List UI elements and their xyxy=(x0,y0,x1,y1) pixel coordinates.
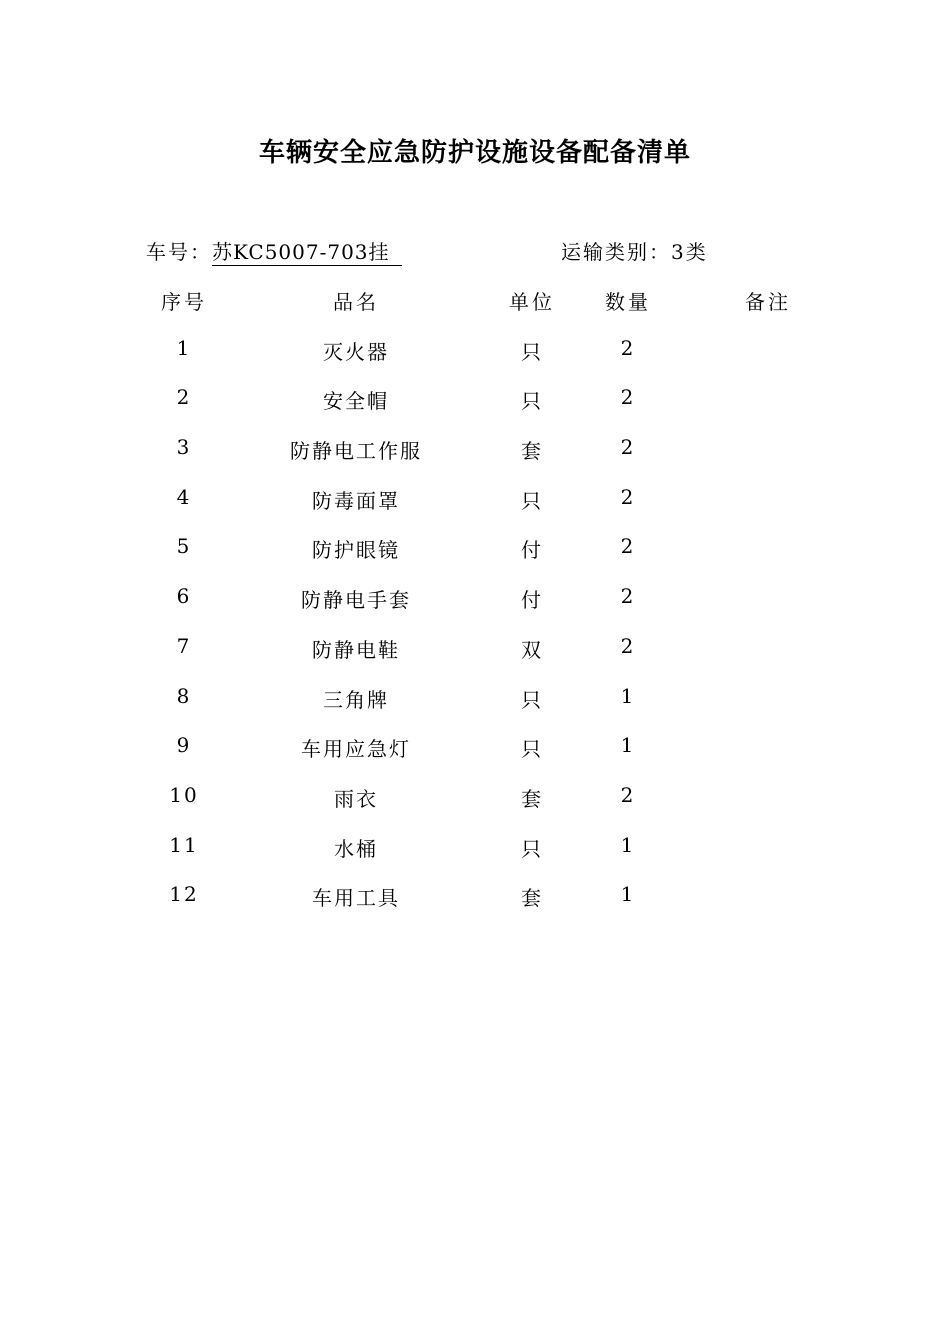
cell-name: 雨衣 xyxy=(334,786,378,811)
cell-qty: 1 xyxy=(620,882,636,907)
table-row xyxy=(0,534,950,584)
cell-unit: 套 xyxy=(521,786,543,811)
cell-name: 安全帽 xyxy=(323,389,389,414)
cell-name: 防护眼镜 xyxy=(312,538,400,563)
table-row xyxy=(0,336,950,386)
cell-unit: 双 xyxy=(521,637,543,662)
cell-name: 灭火器 xyxy=(323,339,389,364)
table-row xyxy=(0,634,950,684)
vehicle-number-label: 车号： xyxy=(146,240,212,264)
cell-qty: 2 xyxy=(620,782,636,807)
transport-class-value: 3类 xyxy=(671,240,708,264)
cell-seq: 2 xyxy=(176,385,192,410)
cell-qty: 2 xyxy=(620,584,636,609)
table-row xyxy=(0,584,950,634)
cell-unit: 套 xyxy=(521,439,543,464)
equipment-table xyxy=(0,286,950,932)
header-note: 备注 xyxy=(745,290,791,314)
cell-name: 三角牌 xyxy=(323,687,389,712)
cell-name: 车用应急灯 xyxy=(301,737,411,762)
cell-qty: 2 xyxy=(620,633,636,658)
document-title: 车辆安全应急防护设施设备配备清单 xyxy=(258,138,691,168)
table-row xyxy=(0,684,950,734)
vehicle-number-value: 苏KC5007-703挂 xyxy=(212,236,402,266)
table-row xyxy=(0,733,950,783)
cell-qty: 1 xyxy=(620,733,636,758)
header-seq: 序号 xyxy=(161,290,207,314)
cell-seq: 7 xyxy=(176,633,192,658)
table-row xyxy=(0,783,950,833)
table-row xyxy=(0,385,950,435)
cell-qty: 2 xyxy=(620,534,636,559)
header-unit: 单位 xyxy=(509,290,555,314)
cell-unit: 只 xyxy=(521,737,543,762)
table-header-row xyxy=(0,286,950,336)
vehicle-info-row xyxy=(0,236,950,266)
table-row xyxy=(0,833,950,883)
table-row xyxy=(0,485,950,535)
header-name: 品名 xyxy=(333,290,379,314)
cell-seq: 8 xyxy=(176,683,192,708)
cell-qty: 1 xyxy=(620,683,636,708)
cell-name: 防毒面罩 xyxy=(312,488,400,513)
cell-seq: 10 xyxy=(169,782,199,807)
cell-unit: 只 xyxy=(521,836,543,861)
cell-unit: 套 xyxy=(521,886,543,911)
header-qty: 数量 xyxy=(605,290,651,314)
transport-class-label: 运输类别： xyxy=(561,240,671,264)
cell-qty: 2 xyxy=(620,385,636,410)
cell-name: 水桶 xyxy=(334,836,378,861)
cell-seq: 1 xyxy=(176,335,192,360)
cell-qty: 2 xyxy=(620,335,636,360)
cell-seq: 9 xyxy=(176,733,192,758)
cell-qty: 1 xyxy=(620,832,636,857)
table-row xyxy=(0,435,950,485)
transport-class-field xyxy=(561,236,708,265)
cell-seq: 12 xyxy=(169,882,199,907)
cell-unit: 付 xyxy=(521,538,543,563)
table-row xyxy=(0,882,950,932)
cell-seq: 3 xyxy=(176,435,192,460)
cell-seq: 6 xyxy=(176,584,192,609)
cell-name: 防静电工作服 xyxy=(290,439,422,464)
cell-unit: 只 xyxy=(521,488,543,513)
cell-unit: 只 xyxy=(521,687,543,712)
cell-seq: 5 xyxy=(176,534,192,559)
cell-name: 车用工具 xyxy=(312,886,400,911)
cell-unit: 付 xyxy=(521,588,543,613)
cell-qty: 2 xyxy=(620,484,636,509)
cell-seq: 4 xyxy=(176,484,192,509)
cell-name: 防静电手套 xyxy=(301,588,411,613)
cell-unit: 只 xyxy=(521,389,543,414)
cell-unit: 只 xyxy=(521,339,543,364)
cell-qty: 2 xyxy=(620,435,636,460)
vehicle-number-field xyxy=(146,236,402,266)
cell-seq: 11 xyxy=(169,832,199,857)
cell-name: 防静电鞋 xyxy=(312,637,400,662)
